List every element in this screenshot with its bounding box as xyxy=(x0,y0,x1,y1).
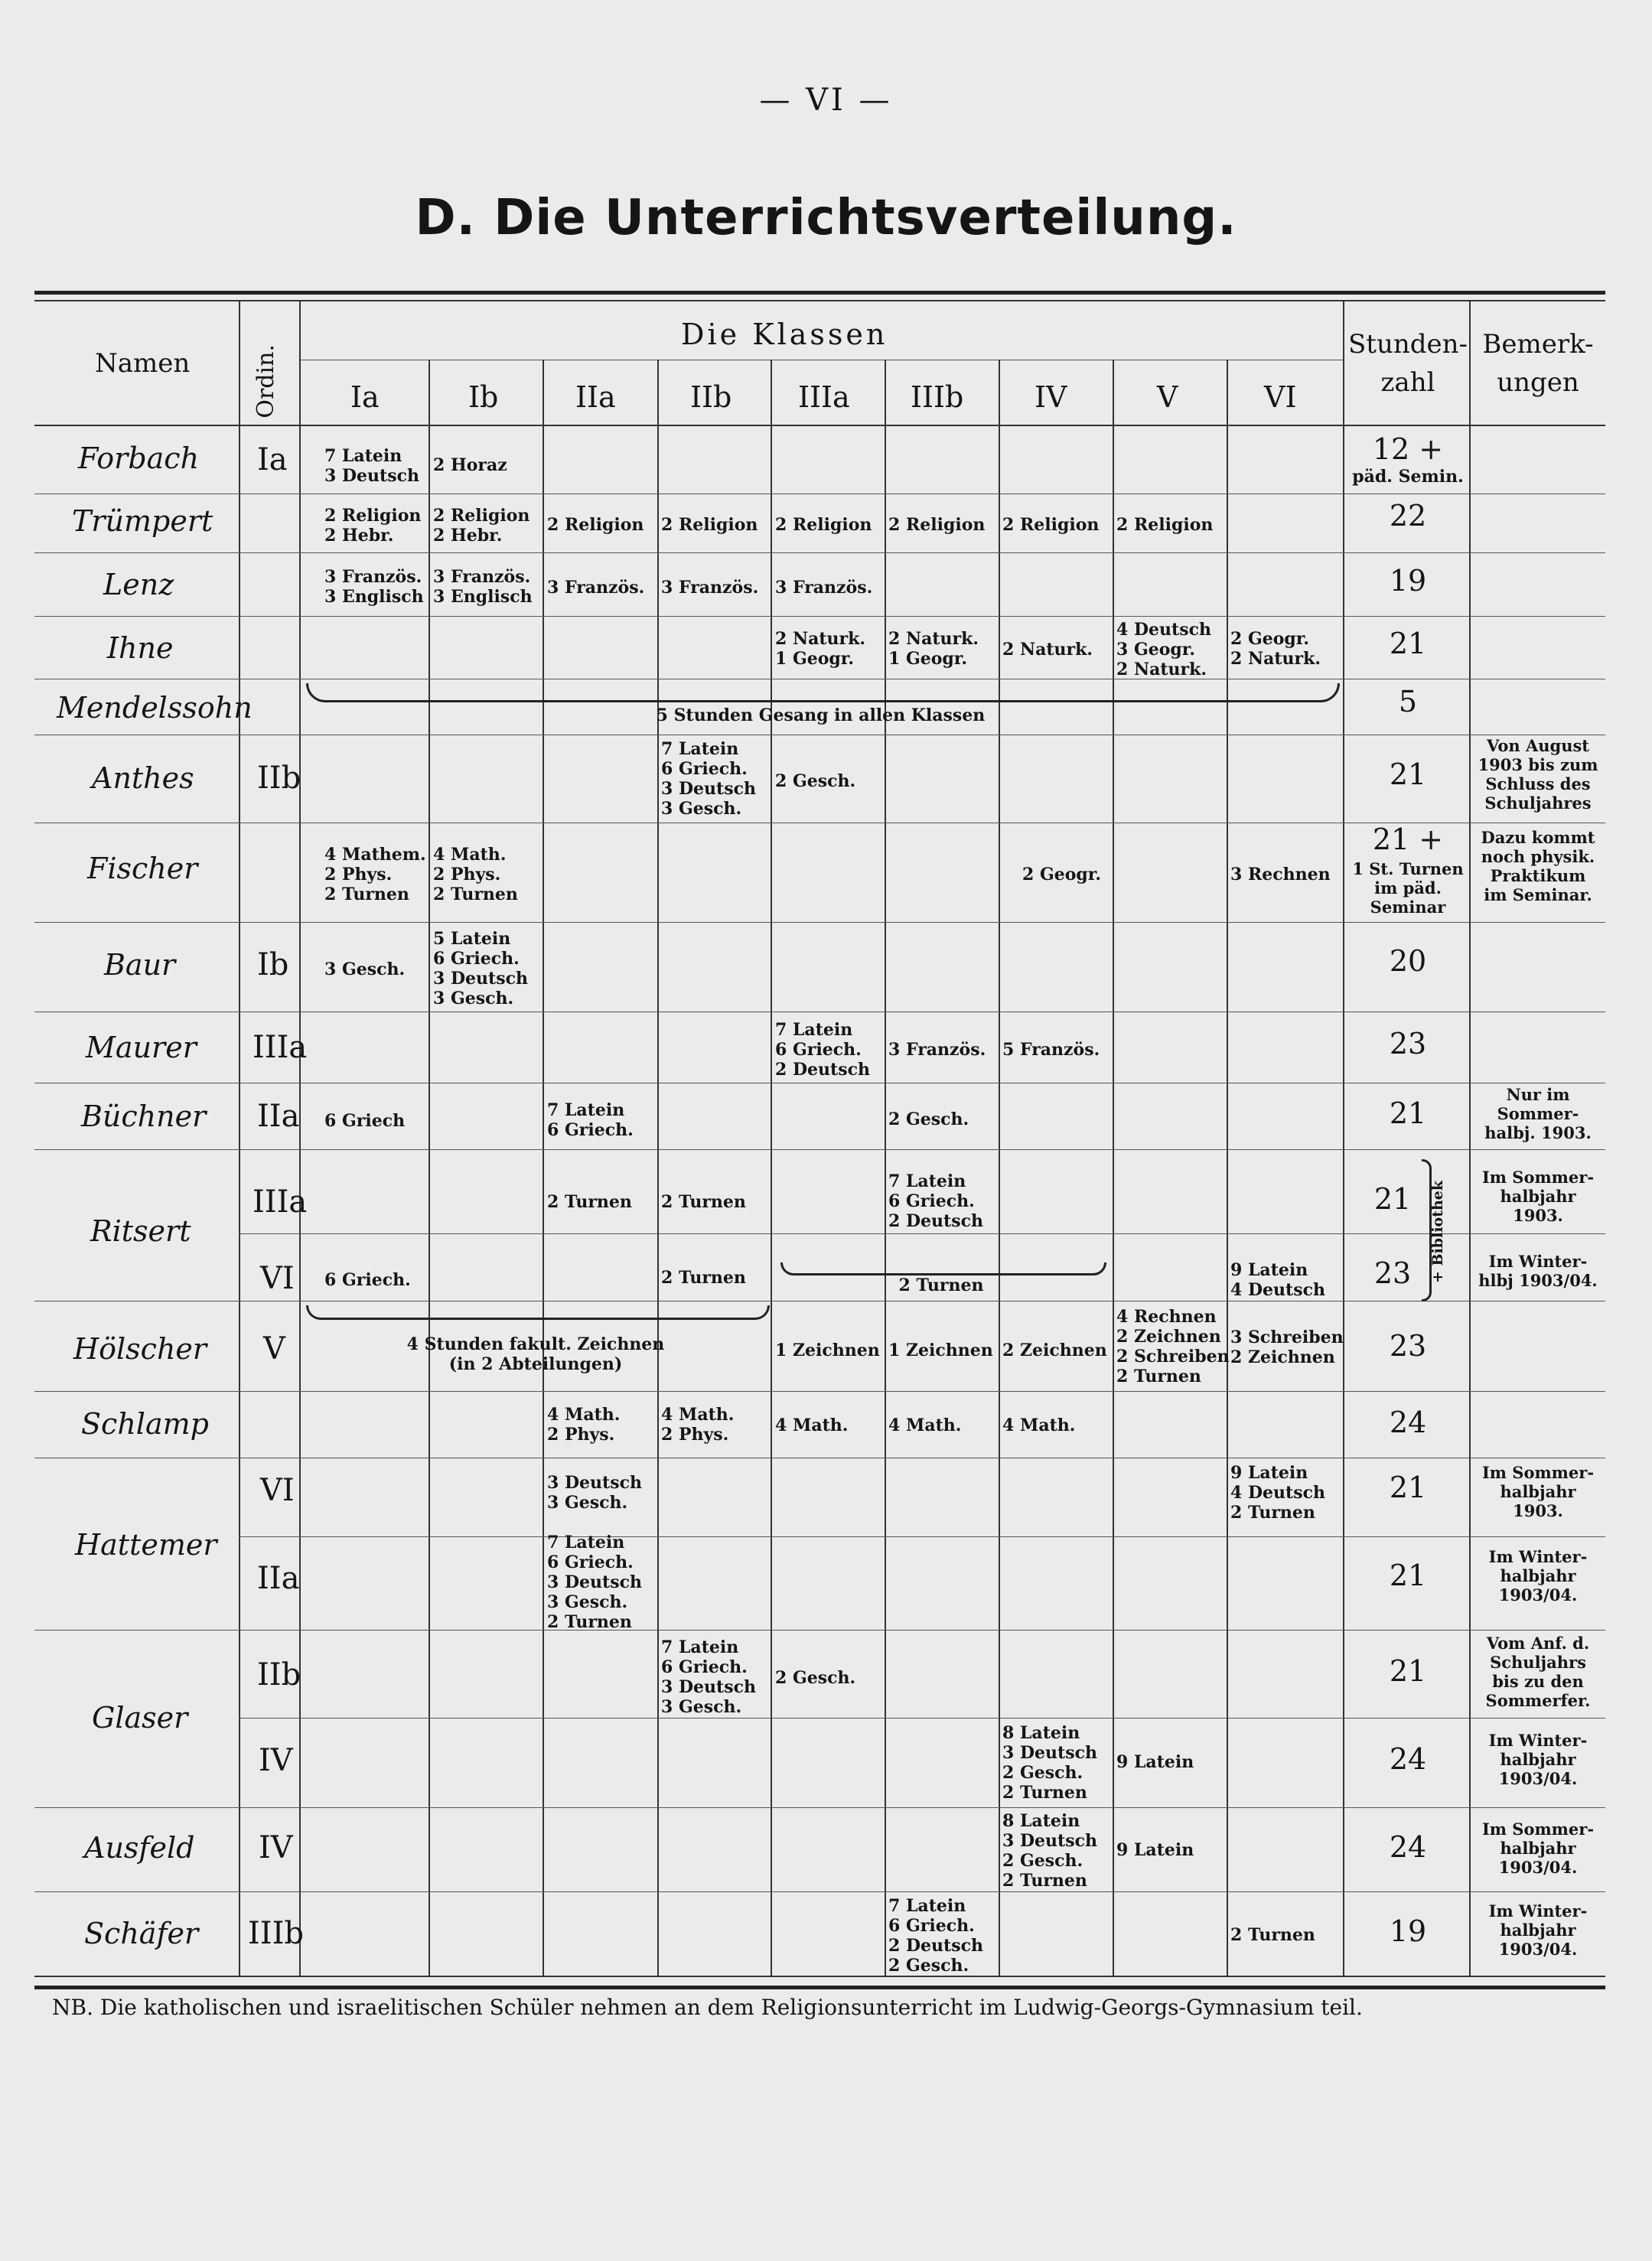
ordinarius: IIIa xyxy=(253,1184,308,1220)
cell-line: 1903. xyxy=(1513,1206,1563,1225)
hours: 23 xyxy=(1373,1256,1412,1290)
remark xyxy=(1471,1168,1605,1225)
remark xyxy=(1471,1085,1605,1142)
hours: 23 xyxy=(1389,1027,1427,1060)
cell-line: 4 Deutsch xyxy=(1116,620,1211,640)
cell-line: 1903/04. xyxy=(1498,1858,1578,1877)
teacher-name: Forbach xyxy=(78,441,200,475)
cell-line: 2 Religion xyxy=(324,506,422,526)
cell-lines xyxy=(1230,629,1321,669)
cell: 2 Horaz xyxy=(433,455,507,475)
hours: 23 xyxy=(1389,1329,1427,1363)
hours: 21 xyxy=(1373,1182,1412,1216)
cell-lines xyxy=(547,1473,642,1513)
header-remarks-line2: ungen xyxy=(1497,367,1579,398)
cell-line: halbjahr xyxy=(1500,1921,1576,1940)
col-divider xyxy=(299,300,301,1976)
cell-line: halbjahr xyxy=(1500,1750,1576,1769)
ordinarius: IIa xyxy=(257,1561,300,1596)
cell-lines xyxy=(1116,1307,1230,1386)
cell-line: 1903/04. xyxy=(1498,1769,1578,1788)
col-divider xyxy=(771,360,772,1976)
cell-line: Schuljahres xyxy=(1484,793,1592,813)
hours-note: päd. Semin. xyxy=(1352,467,1464,487)
col-divider xyxy=(543,360,544,1976)
remark xyxy=(1471,828,1605,904)
cell-line: 3 Englisch xyxy=(433,587,533,607)
cell-line: 7 Latein xyxy=(775,1020,853,1040)
cell-line: 2 Gesch. xyxy=(1002,1851,1083,1871)
cell-line: 1903 bis zum xyxy=(1478,755,1598,774)
cell-line: Im Winter- xyxy=(1488,1901,1588,1921)
teacher-name: Ausfeld xyxy=(84,1831,195,1865)
cell-line: 1903/04. xyxy=(1498,1585,1578,1605)
cell-line: 3 Geogr. xyxy=(1116,640,1196,660)
cell-line: 4 Deutsch xyxy=(1230,1483,1325,1503)
cell-line: 2 Turnen xyxy=(547,1612,632,1632)
col-divider xyxy=(885,360,886,1976)
cell-lines xyxy=(775,1020,870,1080)
cell: 2 Turnen xyxy=(547,1192,632,1212)
cell-line: 2 Naturk. xyxy=(775,629,865,649)
header-classes: Die Klassen xyxy=(681,318,888,351)
header-col-iib: IIb xyxy=(690,380,732,414)
cell-line: 2 Turnen xyxy=(324,885,409,904)
teacher-name: Ritsert xyxy=(90,1214,191,1248)
cell-line: 7 Latein xyxy=(547,1100,625,1120)
cell-lines xyxy=(547,1405,620,1445)
cell-line: Im Sommer- xyxy=(1481,1820,1595,1839)
cell-line: 1 St. Turnen xyxy=(1352,859,1464,878)
row-divider xyxy=(34,1891,1605,1892)
cell-line: 2 Turnen xyxy=(1230,1503,1315,1523)
hours: 21 xyxy=(1389,1096,1427,1130)
cell: 3 Rechnen xyxy=(1230,865,1331,885)
cell-line: 2 Naturk. xyxy=(1116,660,1207,679)
remark xyxy=(1471,1731,1605,1788)
cell-line: Seminar xyxy=(1370,898,1446,917)
row-divider xyxy=(34,922,1605,923)
cell-line: hlbj 1903/04. xyxy=(1478,1271,1598,1290)
cell: 2 Gesch. xyxy=(888,1109,969,1129)
cell: 2 Gesch. xyxy=(775,771,856,791)
table-top-rule xyxy=(34,300,1605,301)
hours: 5 xyxy=(1398,685,1418,718)
cell-lines xyxy=(888,629,979,669)
cell-line: 2 Phys. xyxy=(661,1425,729,1445)
col-divider xyxy=(1227,360,1228,1976)
cell-lines xyxy=(324,506,421,546)
cell-lines xyxy=(1002,1723,1097,1803)
cell-line: 2 Phys. xyxy=(324,865,393,885)
cell-line: 7 Latein xyxy=(547,1533,625,1552)
cell-line: 3 Gesch. xyxy=(433,989,514,1008)
cell-line: 2 Geogr. xyxy=(1230,629,1310,649)
cell-line: 3 Gesch. xyxy=(661,799,742,819)
cell-line: 4 Mathem. xyxy=(324,845,426,865)
row-divider xyxy=(34,1391,1605,1392)
cell-line: 4 Math. xyxy=(547,1405,621,1425)
cell-line: 6 Griech. xyxy=(775,1040,862,1060)
ordinarius: VI xyxy=(260,1261,295,1296)
cell: 2 Turnen xyxy=(661,1268,746,1288)
row-divider xyxy=(34,1149,1605,1150)
cell-lines xyxy=(661,1405,734,1445)
hours: 21 xyxy=(1389,757,1427,791)
cell-line: 1 Geogr. xyxy=(888,649,968,669)
cell-line: 6 Griech. xyxy=(433,949,520,969)
cell-line: 4 Deutsch xyxy=(1230,1280,1325,1300)
cell-line: Vom Anf. d. xyxy=(1486,1634,1590,1653)
cell: 2 Religion xyxy=(888,515,986,535)
teacher-name: Lenz xyxy=(103,568,174,601)
cell-line: 7 Latein xyxy=(661,739,739,759)
cell-line: 3 Englisch xyxy=(324,587,424,607)
page-title: D. Die Unterrichtsverteilung. xyxy=(415,190,1237,246)
cell-line: 8 Latein xyxy=(1002,1811,1080,1831)
cell-lines xyxy=(661,1637,756,1717)
cell-line: 8 Latein xyxy=(1002,1723,1080,1743)
cell-line: 4 Math. xyxy=(661,1405,735,1425)
cell: 2 Geogr. xyxy=(1022,865,1102,885)
cell-lines xyxy=(661,739,756,819)
cell-line: 2 Phys. xyxy=(547,1425,615,1445)
header-col-iv: IV xyxy=(1035,380,1067,414)
cell-lines xyxy=(1116,620,1211,679)
cell-line: 3 Gesch. xyxy=(547,1592,628,1612)
cell: 2 Turnen xyxy=(661,1192,746,1212)
cell-line: 2 Gesch. xyxy=(1002,1763,1083,1783)
header-col-vi: VI xyxy=(1264,380,1297,414)
ordinarius: Ia xyxy=(257,442,288,477)
remark xyxy=(1471,1901,1605,1959)
cell: 3 Französ. xyxy=(661,578,759,598)
cell: 1 Zeichnen xyxy=(775,1341,880,1360)
cell: 2 Turnen xyxy=(1230,1925,1315,1945)
cell: 2 Naturk. xyxy=(1002,640,1093,660)
remark xyxy=(1471,1252,1605,1290)
col-divider xyxy=(428,360,430,1976)
cell-lines xyxy=(888,1896,983,1976)
cell: 4 Math. xyxy=(1002,1416,1076,1435)
cell-lines xyxy=(324,845,426,904)
cell-line: 6 Griech. xyxy=(888,1191,975,1211)
ordinarius: Ib xyxy=(257,947,289,982)
cell-line: 1903. xyxy=(1513,1501,1563,1520)
col-divider xyxy=(239,300,240,1976)
cell-line: 7 Latein xyxy=(888,1171,966,1191)
cell-line: 9 Latein xyxy=(1230,1463,1308,1483)
header-col-v: V xyxy=(1157,380,1178,414)
cell-lines xyxy=(1002,1811,1097,1891)
header-col-iiia: IIIa xyxy=(798,380,850,414)
cell-line: 3 Deutsch xyxy=(433,969,528,989)
cell-line: 3 Deutsch xyxy=(547,1572,642,1592)
teacher-name: Trümpert xyxy=(72,504,213,538)
cell-line: 2 Naturk. xyxy=(1230,649,1321,669)
ordinarius: V xyxy=(263,1331,285,1367)
cell: 9 Latein xyxy=(1116,1840,1194,1860)
remark xyxy=(1471,1820,1605,1877)
teacher-name: Hattemer xyxy=(75,1528,217,1562)
header-col-ib: Ib xyxy=(468,380,499,414)
table-bottom-rule xyxy=(34,1976,1605,1977)
cell-line: Sommerfer. xyxy=(1485,1691,1591,1710)
remark xyxy=(1471,1463,1605,1520)
cell: 3 Französ. xyxy=(888,1040,986,1060)
row-divider xyxy=(34,1630,1605,1631)
ordinarius: IV xyxy=(259,1830,293,1865)
cell-lines xyxy=(888,1171,983,1231)
hours: 22 xyxy=(1389,499,1427,533)
bibliothek-note: + Bibliothek xyxy=(1429,1180,1446,1284)
col-divider xyxy=(657,360,659,1976)
cell-line: 2 Zeichnen xyxy=(1230,1347,1335,1367)
cell: 5 Französ. xyxy=(1002,1040,1100,1060)
ordinarius: IIa xyxy=(257,1099,300,1134)
hours: 20 xyxy=(1389,944,1427,978)
cell-lines xyxy=(433,845,518,904)
cell-line: 6 Griech. xyxy=(547,1120,634,1140)
hours: 24 xyxy=(1389,1830,1427,1864)
cell-line: Dazu kommt xyxy=(1481,828,1595,847)
cell-line: 3 Deutsch xyxy=(547,1473,642,1493)
header-hours-line2: zahl xyxy=(1380,367,1435,398)
cell-line: Nur im xyxy=(1506,1085,1570,1104)
page-number: — VI — xyxy=(759,83,893,118)
teacher-name: Ihne xyxy=(107,631,174,665)
cell-line: 7 Latein xyxy=(661,1637,739,1657)
cell-lines xyxy=(324,567,424,607)
cell-line: 2 Deutsch xyxy=(775,1060,870,1080)
cell: 2 Zeichnen xyxy=(1002,1341,1107,1360)
cell-line: 5 Latein xyxy=(433,929,511,949)
hours: 21 xyxy=(1389,627,1427,660)
cell: 3 Französ. xyxy=(547,578,645,598)
hours: 24 xyxy=(1389,1406,1427,1439)
hours: 12 + xyxy=(1372,432,1444,466)
cell-line: 3 Gesch. xyxy=(547,1493,628,1513)
cell-line: 3 Schreiben xyxy=(1230,1328,1344,1347)
header-names: Namen xyxy=(95,348,191,379)
hours: 21 xyxy=(1389,1559,1427,1592)
cell-lines xyxy=(1230,1328,1344,1367)
teacher-name: Fischer xyxy=(87,852,198,885)
cell-line: 4 Rechnen xyxy=(1116,1307,1217,1327)
row-divider xyxy=(34,616,1605,617)
row-divider xyxy=(34,552,1605,553)
row-divider xyxy=(34,1301,1605,1302)
cell: 6 Griech xyxy=(324,1111,406,1131)
teacher-name: Schäfer xyxy=(84,1917,199,1950)
cell-line: 6 Griech. xyxy=(661,759,748,779)
cell-lines xyxy=(1230,1463,1325,1523)
cell-line: bis zu den xyxy=(1492,1672,1584,1691)
teacher-name: Mendelssohn xyxy=(57,691,253,725)
ordinarius: IIb xyxy=(257,1657,301,1692)
cell: 2 Religion xyxy=(1116,515,1214,535)
header-remarks: Bemerk- xyxy=(1482,329,1594,360)
table-frame xyxy=(34,291,1605,1989)
hours: 19 xyxy=(1389,1914,1427,1948)
cell: 2 Religion xyxy=(661,515,758,535)
cell-lines xyxy=(1230,1260,1325,1300)
cell: 2 Religion xyxy=(775,515,872,535)
cell-line: 2 Turnen xyxy=(1002,1783,1087,1803)
cell: 3 Französ. xyxy=(775,578,873,598)
cell-line: 2 Turnen xyxy=(1116,1367,1201,1386)
hours: 24 xyxy=(1389,1742,1427,1776)
footnote: NB. Die katholischen und israelitischen Schüler nehmen an dem Religionsunterricht im Ludwig-Georgs-Gymnasium teil. xyxy=(52,1995,1363,2020)
row-divider xyxy=(239,1233,1605,1234)
cell: 2 Religion xyxy=(1002,515,1100,535)
cell: 4 Math. xyxy=(888,1416,962,1435)
cell: 3 Gesch. xyxy=(324,959,406,979)
cell-line: 2 Schreiben xyxy=(1116,1347,1230,1367)
cell: 5 Stunden Gesang in allen Klassen xyxy=(656,705,986,725)
cell-line: Im Winter- xyxy=(1488,1547,1588,1566)
cell-line: 3 Französ. xyxy=(433,567,531,587)
cell-line: 4 Stunden fakult. Zeichnen xyxy=(406,1334,665,1354)
teacher-name: Glaser xyxy=(92,1701,188,1735)
cell-line: 3 Französ. xyxy=(324,567,422,587)
cell: 1 Zeichnen xyxy=(888,1341,993,1360)
row-divider xyxy=(239,1536,1605,1537)
cell-line: 1 Geogr. xyxy=(775,649,855,669)
teacher-name: Schlamp xyxy=(81,1407,209,1441)
cell: 2 Religion xyxy=(547,515,644,535)
cell-line: 2 Hebr. xyxy=(433,526,503,546)
cell-lines xyxy=(433,929,528,1008)
teacher-name: Baur xyxy=(104,948,176,982)
cell-line: 2 Zeichnen xyxy=(1116,1327,1221,1347)
cell-line: Schuljahrs xyxy=(1490,1653,1586,1672)
cell: 2 Turnen xyxy=(898,1275,984,1295)
hours-note xyxy=(1345,859,1471,917)
cell-line: noch physik. xyxy=(1481,847,1595,866)
cell-line: halbjahr xyxy=(1500,1566,1576,1585)
cell-line: (in 2 Abteilungen) xyxy=(448,1354,623,1374)
teacher-name: Büchner xyxy=(81,1100,207,1133)
cell-line: Sommer- xyxy=(1497,1104,1579,1123)
cell-line: Im Winter- xyxy=(1488,1252,1588,1271)
cell-line: halbjahr xyxy=(1500,1839,1576,1858)
hours: 21 + xyxy=(1372,823,1444,856)
ordinarius: IIIa xyxy=(253,1030,308,1065)
cell: 2 Gesch. xyxy=(775,1668,856,1688)
cell-line: 3 Gesch. xyxy=(661,1697,742,1717)
header-ordin: Ordin. xyxy=(253,344,279,419)
cell-lines xyxy=(324,446,419,486)
ordinarius: IIb xyxy=(257,761,301,796)
cell-line: 6 Griech. xyxy=(888,1916,975,1936)
remark xyxy=(1471,736,1605,813)
teacher-name: Maurer xyxy=(86,1031,197,1064)
brace xyxy=(1422,1159,1432,1302)
cell-line: 4 Math. xyxy=(433,845,507,865)
cell-line: 2 Turnen xyxy=(1002,1871,1087,1891)
cell-line: 3 Deutsch xyxy=(324,466,419,486)
hours: 21 xyxy=(1389,1654,1427,1688)
cell-line: halbj. 1903. xyxy=(1484,1123,1592,1142)
header-col-iiib: IIIb xyxy=(911,380,964,414)
cell-line: 3 Deutsch xyxy=(661,1677,756,1697)
teacher-name: Anthes xyxy=(92,761,194,795)
cell-line: 2 Naturk. xyxy=(888,629,979,649)
col-divider xyxy=(1113,360,1114,1976)
cell-line: Praktikum xyxy=(1490,866,1586,885)
cell-line: 2 Gesch. xyxy=(888,1956,969,1976)
hours: 19 xyxy=(1389,564,1427,598)
brace xyxy=(306,683,1340,702)
cell-line: Im Sommer- xyxy=(1481,1168,1595,1187)
cell-line: im Seminar. xyxy=(1484,885,1592,904)
header-col-iia: IIa xyxy=(575,380,616,414)
cell-line: im päd. xyxy=(1374,878,1442,898)
cell-line: 2 Hebr. xyxy=(324,526,394,546)
cell-line: halbjahr xyxy=(1500,1187,1576,1206)
cell-line: 3 Deutsch xyxy=(1002,1743,1097,1763)
row-divider xyxy=(239,1718,1605,1719)
cell-line: 6 Griech. xyxy=(661,1657,748,1677)
header-bottom-rule xyxy=(34,425,1605,426)
remark xyxy=(1471,1634,1605,1710)
cell-lines xyxy=(547,1100,634,1140)
cell-line: Im Winter- xyxy=(1488,1731,1588,1750)
cell: 6 Griech. xyxy=(324,1270,411,1290)
ordinarius: IIIb xyxy=(248,1916,305,1951)
col-divider xyxy=(1343,300,1344,1976)
cell-lines xyxy=(306,1334,765,1374)
cell-lines xyxy=(775,629,865,669)
cell-lines xyxy=(547,1533,642,1632)
cell-line: 9 Latein xyxy=(1230,1260,1308,1280)
cell-lines xyxy=(433,506,529,546)
cell-line: Im Sommer- xyxy=(1481,1463,1595,1482)
cell-line: 2 Deutsch xyxy=(888,1211,983,1231)
cell-line: Schluss des xyxy=(1485,774,1591,793)
cell-lines xyxy=(433,567,533,607)
ordinarius: VI xyxy=(260,1473,295,1508)
cell-line: 1903/04. xyxy=(1498,1940,1578,1959)
cell-line: 2 Religion xyxy=(433,506,530,526)
cell-line: 7 Latein xyxy=(324,446,402,466)
remark xyxy=(1471,1547,1605,1605)
cell-line: 3 Deutsch xyxy=(661,779,756,799)
cell-line: 2 Phys. xyxy=(433,865,501,885)
header-hours: Stunden- xyxy=(1347,329,1468,360)
brace xyxy=(306,1305,770,1320)
header-col-ia: Ia xyxy=(350,380,380,414)
cell-line: Von August xyxy=(1487,736,1589,755)
cell-line: halbjahr xyxy=(1500,1482,1576,1501)
ordinarius: IV xyxy=(259,1743,293,1778)
cell-line: 7 Latein xyxy=(888,1896,966,1916)
cell: 9 Latein xyxy=(1116,1752,1194,1772)
teacher-name: Hölscher xyxy=(73,1332,207,1366)
brace xyxy=(780,1262,1106,1275)
cell: 4 Math. xyxy=(775,1416,849,1435)
cell-line: 2 Turnen xyxy=(433,885,518,904)
row-divider xyxy=(34,1807,1605,1808)
hours: 21 xyxy=(1389,1471,1427,1504)
cell-line: 3 Deutsch xyxy=(1002,1831,1097,1851)
col-divider xyxy=(999,360,1000,1976)
cell-line: 2 Deutsch xyxy=(888,1936,983,1956)
cell-line: 6 Griech. xyxy=(547,1552,634,1572)
